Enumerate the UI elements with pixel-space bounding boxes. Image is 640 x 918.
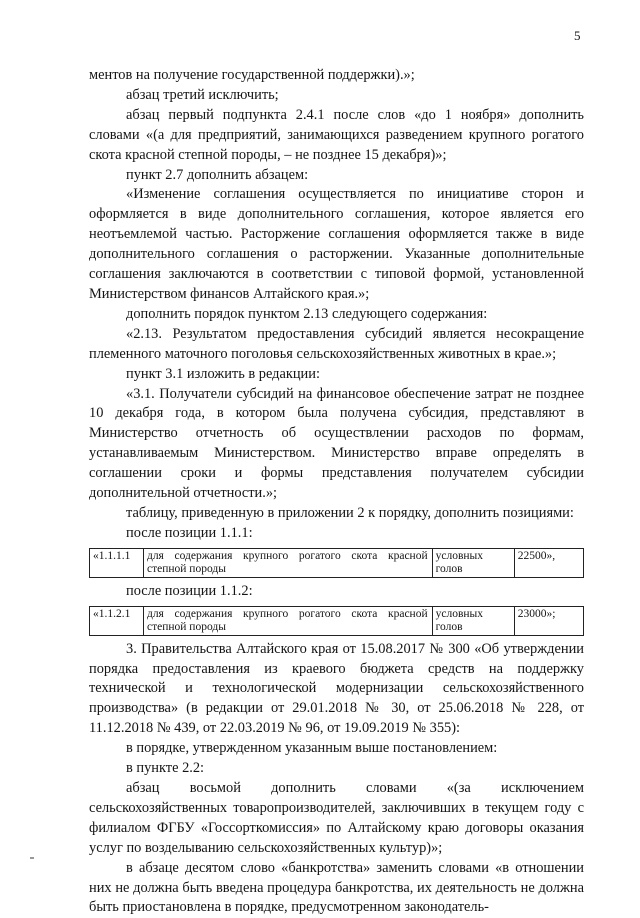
paragraph: «3.1. Получатели субсидий на финансовое обеспечение затрат не позднее 10 декабря года, в котором была получена субсидия, представляют в Министерство отчетность об осуществлении расходов по формам, устанавливаемым Министерством. Министерство вправе определять в соглашении сроки и формы представления получателем субсидии дополнительной отчетности.»; bbox=[89, 385, 584, 502]
document-body bbox=[89, 66, 584, 918]
paragraph: пункт 3.1 изложить в редакции: bbox=[126, 365, 320, 382]
position-table-1 bbox=[89, 548, 584, 578]
position-value: 23000»; bbox=[514, 606, 583, 635]
paragraph: «Изменение соглашения осуществляется по инициативе сторон и оформляется в виде дополнительного соглашения, которое является его неотъемлемой частью. Расторжение соглашения оформляется также в виде дополнительного соглашения о расторжении. Указанные дополнительные соглашения заключаются в соответствии с типовой формой, установленной Министерством финансов Алтайского края.»; bbox=[89, 186, 584, 302]
paragraph: абзац восьмой дополнить словами «(за исключением сельскохозяйственных товаропроизводителей, заключивших в текущем году с филиалом ФГБУ «Госсорткомиссия» по Алтайскому краю договоры оказания услуг по возделыванию сельскохозяйственных культур)»; bbox=[89, 780, 584, 856]
paragraph: пункт 2.7 дополнить абзацем: bbox=[126, 166, 309, 183]
paragraph: дополнить порядок пунктом 2.13 следующего содержания: bbox=[126, 305, 488, 322]
position-unit: условных голов bbox=[432, 606, 514, 635]
table-row bbox=[90, 606, 584, 635]
page-number: 5 bbox=[574, 28, 581, 43]
paragraph: абзац третий исключить; bbox=[126, 86, 279, 103]
paragraph: ментов на получение государственной поддержки).»; bbox=[89, 67, 415, 83]
paragraph: в абзаце десятом слово «банкротства» заменить словами «в отношении них не должна быть введена процедура банкротства, их деятельность не должна быть приостановлена в порядке, предусмотренном законодатель- bbox=[89, 859, 584, 916]
paragraph: в пункте 2.2: bbox=[126, 760, 205, 777]
paragraph: в порядке, утвержденном указанным выше постановлением: bbox=[126, 740, 498, 757]
position-description: для содержания крупного рогатого скота красной степной породы bbox=[143, 606, 432, 635]
position-code: «1.1.2.1 bbox=[90, 606, 144, 635]
position-description: для содержания крупного рогатого скота красной степной породы bbox=[143, 548, 432, 577]
position-table-2 bbox=[89, 606, 584, 636]
scan-artifact bbox=[30, 857, 34, 859]
paragraph: 3. Правительства Алтайского края от 15.08.2017 № 300 «Об утверждении порядка предоставления из краевого бюджета средств на поддержку технической и технологической модернизации сельскохозяйственного производства» (в редакции от 29.01.2018 № 30, от 25.06.2018 № 228, от 11.12.2018 № 439, от 22.03.2019 № 96, от 19.09.2019 № 355): bbox=[89, 640, 584, 737]
table-caption: после позиции 1.1.1: bbox=[126, 524, 253, 541]
paragraph: абзац первый подпункта 2.4.1 после слов «до 1 ноября» дополнить словами «(а для предприятий, занимающихся разведением крупного рогатого скота красной степной породы, – не позднее 15 декабря)»; bbox=[89, 106, 584, 163]
table-row bbox=[90, 548, 584, 577]
table-caption: после позиции 1.1.2: bbox=[126, 582, 253, 599]
paragraph: «2.13. Результатом предоставления субсидий является несокращение племенного маточного поголовья сельскохозяйственных животных в крае.»; bbox=[89, 325, 584, 362]
paragraph: таблицу, приведенную в приложении 2 к порядку, дополнить позициями: bbox=[126, 504, 574, 521]
position-unit: условных голов bbox=[432, 548, 514, 577]
position-code: «1.1.1.1 bbox=[90, 548, 144, 577]
position-value: 22500», bbox=[514, 548, 583, 577]
